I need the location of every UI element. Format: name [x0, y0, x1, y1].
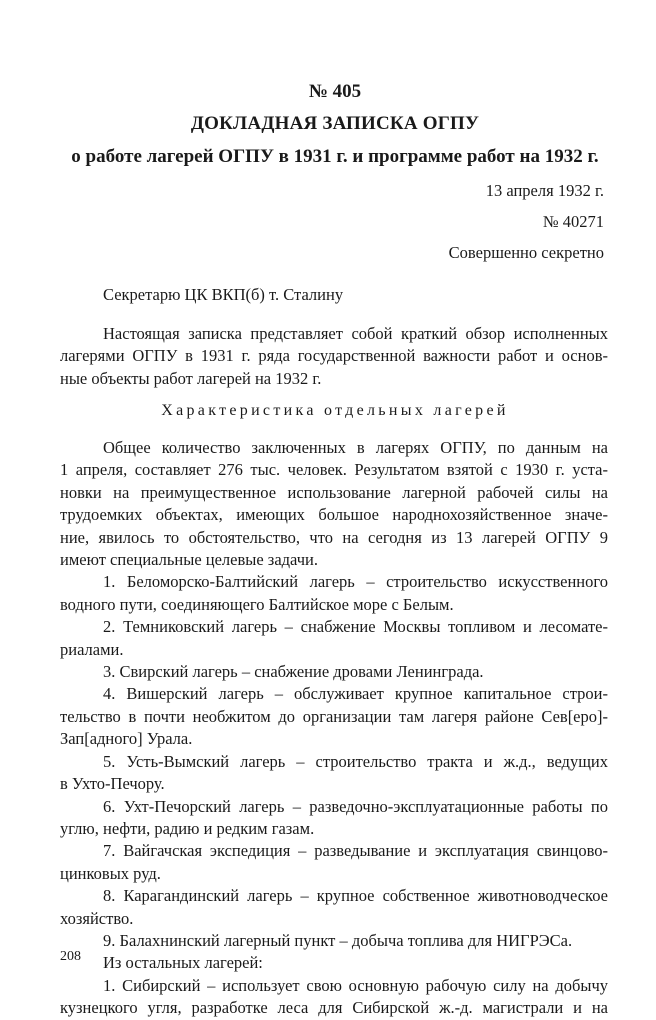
body-line: новки на преимущественное использование лагерной рабочей силы на	[60, 482, 608, 502]
body-line: Из остальных лагерей:	[103, 953, 263, 973]
list-item: 4. Вишерский лагерь – обслуживает крупное капитальное строи-	[103, 684, 608, 704]
body-line: Общее количество заключенных в лагерях ОГПУ, по данным на	[103, 438, 608, 457]
document-title: ДОКЛАДНАЯ ЗАПИСКА ОГПУ	[190, 113, 480, 134]
addressee-line: Секретарю ЦК ВКП(б) т. Сталину	[103, 285, 344, 304]
intro-line: ные объекты работ лагерей на 1932 г.	[60, 368, 322, 388]
body-line: трудоемких объектах, имеющих большое народнохозяйственное значе-	[60, 505, 608, 525]
list-item: 8. Карагандинский лагерь – крупное собственное животноводческое	[103, 886, 608, 906]
list-item-continuation: хозяйство.	[60, 908, 134, 928]
list-item: 9. Балахнинский лагерный пункт – добыча топлива для НИГРЭСа.	[103, 930, 573, 950]
list-item-continuation: тельство в почти необжитом до организации там лагеря районе Сев[еро]-	[60, 706, 608, 726]
intro-line: Настоящая записка представляет собой краткий обзор исполненных	[103, 324, 608, 343]
intro-line: лагерями ОГПУ в 1931 г. ряда государственной важности работ и основ-	[60, 346, 608, 366]
list-item: 2. Темниковский лагерь – снабжение Москвы топливом и лесомате-	[103, 617, 608, 637]
registry-number: № 40271	[542, 212, 604, 231]
list-item-continuation: водного пути, соединяющего Балтийское море с Белым.	[60, 594, 454, 614]
list-item-continuation: риалами.	[60, 639, 124, 659]
list-item-continuation: в Ухто-Печору.	[60, 774, 165, 794]
list-item: 1. Сибирский – использует свою основную рабочую силу на добычу	[103, 975, 608, 995]
body-text	[60, 437, 608, 1020]
body-line: имеют специальные целевые задачи.	[60, 550, 318, 570]
list-item: 7. Вайгачская экспедиция – разведывание и эксплуатация свинцово-	[103, 841, 608, 861]
body-line: ние, явилось то обстоятельство, что на сегодня из 13 лагерей ОГПУ 9	[60, 527, 608, 547]
list-item: 1. Беломорско-Балтийский лагерь – строительство искусственного	[103, 572, 608, 592]
list-item-continuation: кузнецкого угля, разработке леса для Сибирской ж.-д. магистрали и на	[60, 998, 608, 1018]
page-number: 208	[60, 949, 81, 964]
list-item-continuation: углю, нефти, радию и редким газам.	[60, 818, 315, 838]
list-item-continuation: цинковых руд.	[60, 863, 161, 883]
list-item: 3. Свирский лагерь – снабжение дровами Ленинграда.	[103, 662, 484, 682]
intro-paragraph	[60, 323, 608, 390]
section-heading: Характеристика отдельных лагерей	[161, 402, 509, 419]
classification-stamp: Совершенно секретно	[448, 243, 604, 262]
list-item-continuation: Зап[адного] Урала.	[60, 729, 193, 749]
document-date: 13 апреля 1932 г.	[485, 181, 604, 200]
body-line: 1 апреля, составляет 276 тыс. человек. Результатом взятой с 1930 г. уста-	[60, 460, 608, 480]
document-number-heading: № 405	[308, 81, 362, 102]
list-item: 6. Ухт-Печорский лагерь – разведочно-эксплуатационные работы по	[103, 796, 608, 816]
list-item: 5. Усть-Вымский лагерь – строительство тракта и ж.д., ведущих	[103, 751, 608, 771]
document-subtitle: о работе лагерей ОГПУ в 1931 г. и программе работ на 1932 г.	[71, 146, 599, 167]
